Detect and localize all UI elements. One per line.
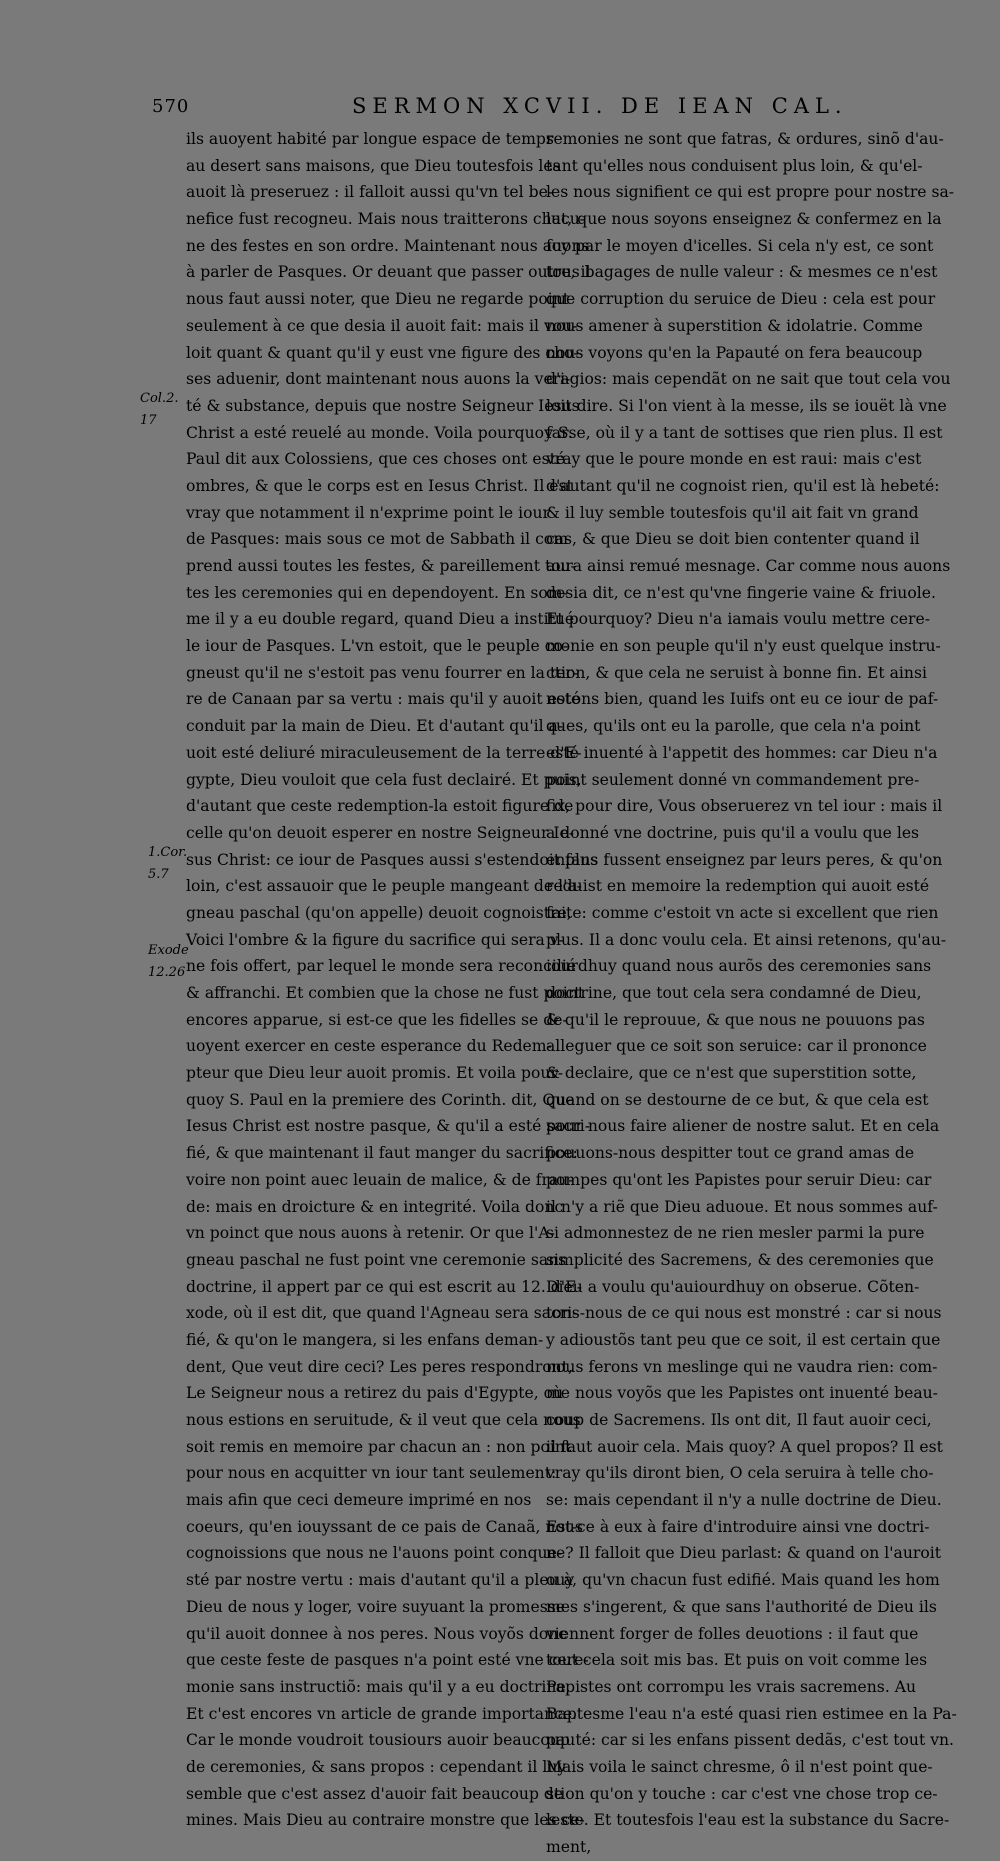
text-line: d'agios: mais cependãt on ne sait que tout cela vou [546,370,951,389]
text-line: notons bien, quand les Iuifs ont eu ce iour de paf- [546,690,939,709]
text-line: vray que notamment il n'exprime point le iour [186,503,550,522]
text-line: Voici l'ombre & la figure du sacrifice qui sera v- [186,930,564,949]
text-line: me nous voyõs que les Papistes ont inuenté beau- [546,1384,938,1403]
text-line: y adioustõs tant peu que ce soit, il est certain que [546,1330,941,1349]
text-line: d'autant que ceste redemption-la estoit figure de [186,797,574,816]
text-line: a donné vne doctrine, puis qu'il a voulu que les [546,823,920,842]
text-line: prend aussi toutes les festes, & pareillement tou- [186,557,576,575]
text-line: esté inuenté à l'appetit des hommes: car Dieu n'a [546,743,938,762]
text-line: uoyent exercer en ceste esperance du Redem- [186,1037,552,1056]
text-line: quand on se destourne de ce but, & que cela est [546,1090,929,1109]
text-line: Dieu a voulu qu'auiourdhuy on obserue. Cõten- [546,1277,920,1296]
text-line: gneau paschal ne fust point vne ceremonie sans [186,1250,567,1269]
text-line: vn poinct que nous auons à retenir. Or que l'A- [186,1224,555,1243]
text-line: re de Canaan par sa vertu : mais qu'il y auoit esté [186,690,581,709]
text-line: sus Christ: ce iour de Pasques aussi s'estendoit plus [186,850,599,869]
text-line: foy par le moyen d'icelles. Si cela n'y est, ce sont [546,236,934,255]
text-line: pour nous en acquitter vn iour tant seulement: [186,1464,557,1483]
text-line: dent, Que veut dire ceci? Les peres respondront, [186,1357,573,1376]
text-line: ne fois offert, par lequel le monde sera reconcilié [186,957,577,976]
text-line: té & substance, depuis que nostre Seigneur Iesus [186,396,580,415]
text-line: reduist en memoire la redemption qui auoit esté [546,877,930,896]
page-header [152,94,848,124]
text-line: Est-ce à eux à faire d'introduire ainsi vne doctri- [546,1517,930,1536]
text-line: Dieu de nous y loger, voire suyuant la promesse [186,1597,565,1616]
text-line: tous bagages de nulle valeur : & mesmes ce n'est [546,263,938,282]
text-line: si admonnestez de ne rien mesler parmi la pure [546,1224,925,1243]
text-line: doctrine, il appert par ce qui est escrit au 12. d'E- [186,1277,583,1296]
text-line: quoy S. Paul en la premiere des Corinth. dit, Que [186,1090,575,1109]
text-line: pouuons-nous despitter tout ce grand amas de [546,1144,915,1163]
text-line: fié, & que maintenant il faut manger du sacrifice: [186,1144,578,1163]
right-text-column [546,126,957,1861]
text-line: alleguer que ce soit son seruice: car il prononce [546,1037,927,1056]
text-line: loit quant & quant qu'il y eust vne figure des cho- [186,343,579,362]
text-line: les nous signifient ce qui est propre pour nostre sa- [546,183,955,202]
text-line: remonies ne sont que fatras, & ordures, sinõ d'au- [546,130,944,148]
text-line: ouy, qu'vn chacun fust edifié. Mais quand les hom [546,1571,940,1590]
text-line: ses aduenir, dont maintenant nous auons la veri- [186,370,571,389]
text-line: conduit par la main de Dieu. Et d'autant qu'il a- [186,717,564,736]
text-line: gypte, Dieu vouloit que cela fust declairé. Et puis, [186,770,582,789]
text-line: d'autant qu'il ne cognoist rien, qu'il est là hebeté: [546,476,940,495]
text-line: gneau paschal (qu'on appelle) deuoit cognoistre, [186,903,572,922]
text-line: Le Seigneur nous a retirez du pais d'Egypte, où [186,1384,564,1403]
text-line: de ceremonies, & sans propos : cependant il luy [186,1757,567,1776]
text-line: pauté: car si les enfans pissent dedãs, c'est tout vn. [546,1731,955,1750]
text-line: ne des festes en son ordre. Maintenant nous auons [186,236,590,255]
text-line: viennent forger de folles deuotions : il faut que [546,1624,919,1643]
text-line: ment, [546,1838,592,1856]
text-line: tant qu'elles nous conduisent plus loin, & qu'el- [546,156,923,175]
text-line: de Pasques: mais sous ce mot de Sabbath il com [186,530,568,549]
text-line: vray que le poure monde en est raui: mais c'est [546,450,922,469]
text-line: Paul dit aux Colossiens, que ces choses ont esté [186,450,566,469]
margin-note [140,388,178,432]
text-line: nous voyons qu'en la Papauté on fera beaucoup [546,343,923,362]
margin-note-ref: Exode [148,943,189,958]
text-line: encores apparue, si est-ce que les fidelles se de- [186,1010,568,1029]
text-line: mais afin que ceci demeure imprimé en nos [186,1491,532,1510]
text-line: fié, & qu'on le mangera, si les enfans deman- [186,1330,544,1349]
text-line: il n'y a riẽ que Dieu aduoue. Et nous sommes auf- [546,1197,938,1216]
text-line: stion qu'on y touche : car c'est vne chose trop ce- [546,1784,938,1803]
text-line: simplicité des Sacremens, & des ceremonies que [546,1250,934,1269]
text-line: tout cela soit mis bas. Et puis on voit comme les [546,1651,928,1670]
text-line: enfans fussent enseignez par leurs peres, & qu'on [546,850,943,869]
text-line: lut, que nous soyons enseignez & confermez en la [546,210,942,229]
text-line: doctrine, que tout cela sera condamné de Dieu, [546,984,922,1002]
text-line: ils auoyent habité par longue espace de temps [186,130,554,148]
running-title: SERMON XCVII. DE IEAN CAL. [352,94,848,118]
text-line: aura ainsi remué mesnage. Car comme nous auons [546,557,951,575]
text-line: sté par nostre vertu : mais d'autant qu'il a pleu à [186,1571,573,1590]
left-text-column [186,126,599,1834]
text-line: nous ferons vn meslinge qui ne vaudra rien: com- [546,1357,938,1376]
text-line: celle qu'on deuoit esperer en nostre Seigneur Ie- [186,823,575,842]
text-line: nous amener à superstition & idolatrie. Comme [546,316,923,335]
text-line: Christ a esté reuelé au monde. Voila pourquoy S. [186,423,573,442]
text-line: nefice fust recogneu. Mais nous traitterons chacu- [186,210,586,229]
text-line: coeurs, qu'en iouyssant de ce pais de Canaã, nous [186,1517,583,1536]
text-line: xode, où il est dit, que quand l'Agneau sera sacri- [186,1304,578,1323]
text-line: pteur que Dieu leur auoit promis. Et voila pour- [186,1064,564,1083]
text-line: monie en son peuple qu'il n'y eust quelque instru- [546,637,941,656]
text-line: Papistes ont corrompu les vrais sacremens. Au [546,1677,917,1696]
text-line: vray qu'ils diront bien, O cela seruira à telle cho- [546,1464,934,1483]
text-line: à parler de Pasques. Or deuant que passer outre, il [186,263,591,282]
margin-note-ref: 17 [140,413,157,428]
text-line: Car le monde voudroit tousiours auoir beaucoup [186,1731,570,1750]
text-line: monie sans instructiõ: mais qu'il y a eu doctrine, [186,1677,571,1696]
text-line: ombres, & que le corps est en Iesus Christ. Il est [186,476,573,495]
margin-note [148,842,187,886]
text-line: qu'il auoit donnee à nos peres. Nous voyõs donc [186,1624,568,1643]
text-line: que corruption du seruice de Dieu : cela est pour [546,290,936,309]
text-line: leste. Et toutesfois l'eau est la substance du Sacre- [546,1811,950,1830]
text-line: nous faut aussi noter, que Dieu ne regarde point [186,290,570,309]
text-line: loin, c'est assauoir que le peuple mangeant de l'a- [186,877,582,896]
text-line: gneust qu'il ne s'estoit pas venu fourrer en la ter- [186,663,579,682]
margin-note-ref: Col.2. [140,391,179,406]
text-line: tes les ceremonies qui en dependoyent. En som- [186,583,568,602]
margin-note-ref: 12.26 [148,965,186,980]
text-line: point seulement donné vn commandement pre- [546,770,920,789]
text-line: ne? Il falloit que Dieu parlast: & quand on l'auroit [546,1544,941,1563]
text-line: farse, où il y a tant de sottises que rien plus. Il est [546,423,943,442]
text-line: soit remis en memoire par chacun an : non point [186,1437,572,1456]
text-line: se: mais cependant il n'y a nulle doctrine de Dieu. [546,1491,942,1510]
text-line: fix, pour dire, Vous obseruerez vn tel iour : mais il [546,797,943,816]
text-line: iourdhuy quand nous aurõs des ceremonies sans [546,957,932,976]
text-line: pour nous faire aliener de nostre salut. Et en cela [546,1117,940,1136]
text-line: de: mais en droicture & en integrité. Voila donc [186,1197,564,1216]
text-line: Et pourquoy? Dieu n'a iamais voulu mettre cere- [546,610,930,629]
text-line: au desert sans maisons, que Dieu toutesfois les [186,156,561,175]
text-line: Iesus Christ est nostre pasque, & qu'il a esté sacri- [186,1117,591,1136]
text-line: cognoissions que nous ne l'auons point conque- [186,1544,563,1563]
text-line: mes s'ingerent, & que sans l'authorité de Dieu ils [546,1597,937,1616]
margin-note-ref: 5.7 [148,867,169,882]
text-line: le iour de Pasques. L'vn estoit, que le peuple co- [186,637,569,656]
text-line: Baptesme l'eau n'a esté quasi rien estimee en la Pa- [546,1704,957,1723]
text-line: seulement à ce que desia il auoit fait: mais il vou- [186,316,578,335]
text-line: pompes qu'ont les Papistes pour seruir Dieu: car [546,1170,932,1189]
text-line: semble que c'est assez d'auoir fait beaucoup de [186,1784,564,1803]
page-number: 570 [152,96,190,117]
text-line: Mais voila le sainct chresme, ô il n'est point que- [546,1757,933,1776]
margin-note-ref: 1.Cor. [148,845,188,860]
text-line: plus. Il a donc voulu cela. Et ainsi retenons, qu'au- [546,930,947,949]
text-line: & il luy semble toutesfois qu'il ait fait vn grand [546,503,919,522]
text-line: & declaire, que ce n'est que superstition sotte, [546,1064,917,1083]
text-line: coup de Sacremens. Ils ont dit, Il faut auoir ceci, [546,1411,932,1429]
text-line: & affranchi. Et combien que la chose ne fust point [186,984,585,1002]
text-line: auoit là preseruez : il falloit aussi qu'vn tel be- [186,183,554,202]
text-line: desia dit, ce n'est qu'vne fingerie vaine & friuole. [546,583,936,602]
text-line: ques, qu'ils ont eu la parolle, que cela n'a point [546,717,921,736]
text-line: ction, & que cela ne seruist à bonne fin. Et ainsi [546,663,927,682]
text-line: uoit esté deliuré miraculeusement de la terre d'E- [186,743,582,762]
text-line: cas, & que Dieu se doit bien contenter quand il [546,530,920,549]
text-line: loit dire. Si l'on vient à la messe, ils se iouët là vne [546,396,947,415]
text-line: me il y a eu double regard, quand Dieu a institué [186,610,575,629]
text-line: il faut auoir cela. Mais quoy? A quel propos? Il est [546,1437,943,1456]
text-line: que ceste feste de pasques n'a point esté vne cere- [186,1651,589,1670]
text-line: & qu'il le reprouue, & que nous ne pouuons pas [546,1010,925,1029]
text-line: faite: comme c'estoit vn acte si excellent que rien [546,903,939,922]
text-line: tons-nous de ce qui nous est monstré : car si nous [546,1304,942,1323]
text-line: Et c'est encores vn article de grande importance. [186,1704,578,1723]
text-line: voire non point auec leuain de malice, & de frau- [186,1170,574,1189]
margin-note [148,940,189,984]
text-line: nous estions en seruitude, & il veut que cela nous [186,1411,581,1429]
text-line: mines. Mais Dieu au contraire monstre que les ce- [186,1811,585,1830]
